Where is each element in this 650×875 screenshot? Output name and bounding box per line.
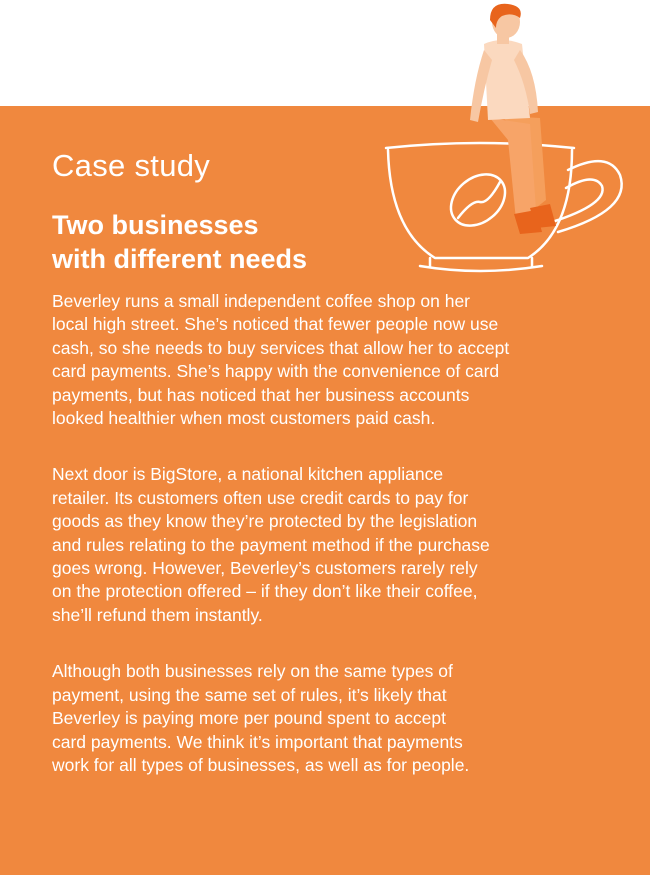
coffee-cup-icon xyxy=(386,143,622,271)
person-on-coffee-cup-illustration xyxy=(380,0,640,290)
section-label: Case study xyxy=(52,148,211,183)
paragraph xyxy=(52,290,612,430)
text-line: local high street. She’s noticed that fewer people now use xyxy=(52,314,499,335)
text-line: looked healthier when most customers paid cash. xyxy=(52,408,436,429)
text-line: on the protection offered – if they don’t like their coffee, xyxy=(52,581,478,602)
coffee-bean-icon xyxy=(441,164,515,236)
case-study-body xyxy=(52,290,612,810)
text-line: goods as they know they’re protected by the legislation xyxy=(52,511,478,532)
page-title xyxy=(52,208,382,276)
text-line: Beverley is paying more per pound spent to accept xyxy=(52,708,446,729)
text-line: card payments. We think it’s important that payments xyxy=(52,731,463,752)
text-line: card payments. She’s happy with the convenience of card xyxy=(52,361,500,382)
text-line: Although both businesses rely on the same types of xyxy=(52,661,453,682)
text-line: cash, so she needs to buy services that allow her to accept xyxy=(52,337,510,358)
text-line: Beverley runs a small independent coffee shop on her xyxy=(52,291,471,311)
text-line: payments, but has noticed that her business accounts xyxy=(52,384,470,405)
title-line: Two businesses xyxy=(52,210,259,240)
text-line: Next door is BigStore, a national kitchen appliance xyxy=(52,464,444,485)
title-line: with different needs xyxy=(52,244,308,274)
paragraph xyxy=(52,660,612,777)
text-line: payment, using the same set of rules, it’s likely that xyxy=(52,684,447,705)
text-line: she’ll refund them instantly. xyxy=(52,604,263,625)
text-line: retailer. Its customers often use credit cards to pay for xyxy=(52,487,469,508)
text-line: and rules relating to the payment method if the purchase xyxy=(52,534,490,555)
person-figure xyxy=(470,4,556,234)
paragraph xyxy=(52,463,612,627)
text-line: goes wrong. However, Beverley’s customers rarely rely xyxy=(52,558,478,579)
text-line: work for all types of businesses, as well as for people. xyxy=(52,754,470,775)
